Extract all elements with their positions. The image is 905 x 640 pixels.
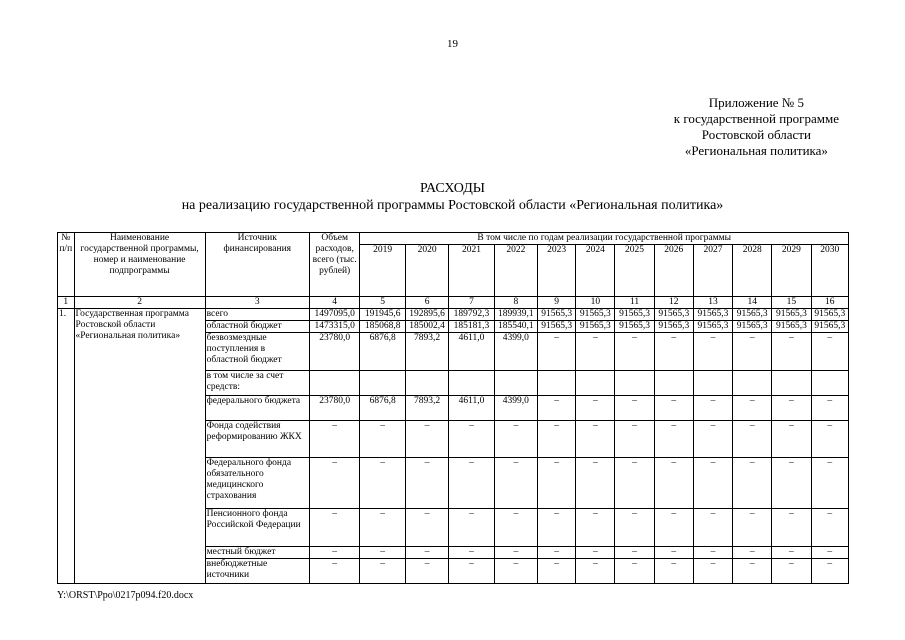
year-value: 91565,3 xyxy=(654,309,693,321)
header-year: 2022 xyxy=(494,245,537,297)
year-value: 91565,3 xyxy=(733,309,772,321)
total-volume: 23780,0 xyxy=(309,333,360,371)
index-cell: 9 xyxy=(538,297,576,309)
index-cell: 8 xyxy=(494,297,537,309)
year-value xyxy=(405,371,448,396)
header-year: 2025 xyxy=(615,245,654,297)
table-row xyxy=(58,309,849,321)
header-year: 2019 xyxy=(360,245,405,297)
year-value: – xyxy=(654,559,693,584)
year-value: – xyxy=(693,458,732,509)
year-value xyxy=(733,371,772,396)
year-value: – xyxy=(772,547,811,559)
year-value: 91565,3 xyxy=(654,321,693,333)
index-cell: 12 xyxy=(654,297,693,309)
year-value: – xyxy=(733,547,772,559)
year-value: – xyxy=(494,458,537,509)
index-cell: 13 xyxy=(693,297,732,309)
header-name: Наименование государственной программы, номер и наименование подпрограммы xyxy=(74,233,205,297)
year-value: 91565,3 xyxy=(733,321,772,333)
header-years-group: В том числе по годам реализации государственной программы xyxy=(360,233,849,245)
header-year: 2021 xyxy=(449,245,494,297)
header-year: 2030 xyxy=(811,245,848,297)
year-value: – xyxy=(811,333,848,371)
year-value: – xyxy=(538,333,576,371)
year-value: – xyxy=(811,547,848,559)
year-value: 189792,3 xyxy=(449,309,494,321)
year-value: 185002,4 xyxy=(405,321,448,333)
year-value: – xyxy=(811,559,848,584)
year-value: 91565,3 xyxy=(693,321,732,333)
total-volume: – xyxy=(309,547,360,559)
year-value: – xyxy=(772,509,811,547)
year-value: – xyxy=(693,333,732,371)
year-value: – xyxy=(576,509,615,547)
total-volume: 23780,0 xyxy=(309,396,360,421)
year-value: – xyxy=(811,421,848,458)
year-value: – xyxy=(360,458,405,509)
year-value: 91565,3 xyxy=(538,321,576,333)
year-value: – xyxy=(615,547,654,559)
total-volume: 1473315,0 xyxy=(309,321,360,333)
year-value: – xyxy=(772,333,811,371)
appendix-line-4: «Региональная политика» xyxy=(684,143,828,158)
year-value: – xyxy=(538,509,576,547)
funding-source: Фонда содействия реформированию ЖКХ xyxy=(205,421,309,458)
year-value: – xyxy=(449,547,494,559)
year-value xyxy=(654,371,693,396)
document-subtitle: на реализацию государственной программы Ростовской области «Региональная политика» xyxy=(181,198,724,213)
year-value: – xyxy=(654,333,693,371)
year-value: – xyxy=(615,559,654,584)
year-value: – xyxy=(811,509,848,547)
year-value: – xyxy=(494,559,537,584)
funding-source: безвозмездные поступления в областной бюджет xyxy=(205,333,309,371)
index-cell: 2 xyxy=(74,297,205,309)
year-value: 91565,3 xyxy=(772,309,811,321)
year-value: – xyxy=(538,396,576,421)
year-value: – xyxy=(360,547,405,559)
header-year: 2028 xyxy=(733,245,772,297)
file-path-footer: Y:\ORST\Ppo\0217p094.f20.docx xyxy=(57,590,194,601)
year-value xyxy=(772,371,811,396)
index-cell: 14 xyxy=(733,297,772,309)
year-value: 91565,3 xyxy=(693,309,732,321)
index-cell: 16 xyxy=(811,297,848,309)
year-value: – xyxy=(693,559,732,584)
year-value: 91565,3 xyxy=(615,321,654,333)
year-value xyxy=(811,371,848,396)
year-value: 189939,1 xyxy=(494,309,537,321)
total-volume: – xyxy=(309,559,360,584)
year-value: – xyxy=(576,333,615,371)
year-value: 191945,6 xyxy=(360,309,405,321)
header-num: № п/п xyxy=(58,233,75,297)
year-value: – xyxy=(654,396,693,421)
year-value: – xyxy=(576,421,615,458)
index-cell: 15 xyxy=(772,297,811,309)
year-value: 185068,8 xyxy=(360,321,405,333)
year-value: 4399,0 xyxy=(494,333,537,371)
funding-source: Пенсионного фонда Российской Федерации xyxy=(205,509,309,547)
year-value: 4399,0 xyxy=(494,396,537,421)
year-value: – xyxy=(772,559,811,584)
year-value: – xyxy=(772,458,811,509)
year-value: – xyxy=(576,547,615,559)
year-value: – xyxy=(733,333,772,371)
year-value: – xyxy=(538,421,576,458)
year-value xyxy=(615,371,654,396)
year-value: 91565,3 xyxy=(576,309,615,321)
year-value: – xyxy=(733,421,772,458)
expenses-table xyxy=(57,232,849,584)
year-value: – xyxy=(811,458,848,509)
year-value: – xyxy=(538,559,576,584)
year-value: – xyxy=(733,509,772,547)
year-value xyxy=(538,371,576,396)
year-value: 91565,3 xyxy=(615,309,654,321)
funding-source: всего xyxy=(205,309,309,321)
total-volume: – xyxy=(309,421,360,458)
year-value: 4611,0 xyxy=(449,333,494,371)
funding-source: внебюджетные источники xyxy=(205,559,309,584)
appendix-line-1: Приложение № 5 xyxy=(708,95,804,110)
year-value: – xyxy=(693,509,732,547)
year-value: – xyxy=(360,421,405,458)
total-volume: 1497095,0 xyxy=(309,309,360,321)
appendix-line-2: к государственной программе xyxy=(673,111,839,126)
year-value: – xyxy=(615,421,654,458)
funding-source: в том числе за счет средств: xyxy=(205,371,309,396)
index-cell: 11 xyxy=(615,297,654,309)
year-value: – xyxy=(538,458,576,509)
year-value: – xyxy=(733,559,772,584)
year-value: – xyxy=(654,458,693,509)
year-value: – xyxy=(733,458,772,509)
year-value: 7893,2 xyxy=(405,333,448,371)
year-value: – xyxy=(405,458,448,509)
total-volume: – xyxy=(309,458,360,509)
year-value: 4611,0 xyxy=(449,396,494,421)
year-value: 91565,3 xyxy=(772,321,811,333)
year-value: – xyxy=(449,559,494,584)
year-value: – xyxy=(772,421,811,458)
year-value: – xyxy=(405,547,448,559)
year-value xyxy=(494,371,537,396)
funding-source: федерального бюджета xyxy=(205,396,309,421)
header-year: 2020 xyxy=(405,245,448,297)
header-year: 2023 xyxy=(538,245,576,297)
year-value: – xyxy=(576,396,615,421)
year-value: 185181,3 xyxy=(449,321,494,333)
year-value: – xyxy=(615,333,654,371)
year-value xyxy=(576,371,615,396)
year-value: 6876,8 xyxy=(360,396,405,421)
year-value: 192895,6 xyxy=(405,309,448,321)
year-value: 91565,3 xyxy=(538,309,576,321)
header-year: 2027 xyxy=(693,245,732,297)
year-value: 7893,2 xyxy=(405,396,448,421)
year-value: – xyxy=(360,559,405,584)
year-value: – xyxy=(654,509,693,547)
year-value: – xyxy=(693,421,732,458)
year-value: – xyxy=(405,421,448,458)
appendix-line-3: Ростовской области xyxy=(701,127,811,142)
total-volume: – xyxy=(309,509,360,547)
document-title: РАСХОДЫ xyxy=(420,181,485,196)
year-value: – xyxy=(494,509,537,547)
year-value: – xyxy=(494,547,537,559)
year-value: – xyxy=(654,547,693,559)
index-cell: 4 xyxy=(309,297,360,309)
year-value: 91565,3 xyxy=(811,309,848,321)
year-value: – xyxy=(449,458,494,509)
index-cell: 1 xyxy=(58,297,75,309)
year-value: – xyxy=(360,509,405,547)
header-source: Источник финансирования xyxy=(205,233,309,297)
year-value: – xyxy=(615,509,654,547)
year-value: – xyxy=(693,547,732,559)
year-value: – xyxy=(693,396,732,421)
program-name: Государственная программа Ростовской области «Региональная политика» xyxy=(74,309,205,584)
year-value: 91565,3 xyxy=(576,321,615,333)
year-value xyxy=(449,371,494,396)
index-cell: 7 xyxy=(449,297,494,309)
header-volume: Объем расходов, всего (тыс. рублей) xyxy=(309,233,360,297)
year-value: – xyxy=(449,421,494,458)
year-value: – xyxy=(449,509,494,547)
year-value: – xyxy=(772,396,811,421)
year-value: – xyxy=(405,509,448,547)
document-heading xyxy=(0,180,905,214)
total-volume xyxy=(309,371,360,396)
header-year: 2029 xyxy=(772,245,811,297)
index-cell: 5 xyxy=(360,297,405,309)
page-number: 19 xyxy=(447,38,458,50)
index-cell: 6 xyxy=(405,297,448,309)
year-value: – xyxy=(494,421,537,458)
funding-source: областной бюджет xyxy=(205,321,309,333)
item-number: 1. xyxy=(58,309,75,584)
year-value: – xyxy=(576,458,615,509)
header-year: 2026 xyxy=(654,245,693,297)
appendix-block xyxy=(674,95,839,159)
year-value xyxy=(693,371,732,396)
header-year: 2024 xyxy=(576,245,615,297)
index-cell: 3 xyxy=(205,297,309,309)
year-value: – xyxy=(733,396,772,421)
year-value: – xyxy=(615,396,654,421)
year-value: – xyxy=(615,458,654,509)
index-cell: 10 xyxy=(576,297,615,309)
year-value: 185540,1 xyxy=(494,321,537,333)
funding-source: Федерального фонда обязательного медицинского страхования xyxy=(205,458,309,509)
index-row xyxy=(58,297,849,309)
year-value xyxy=(360,371,405,396)
funding-source: местный бюджет xyxy=(205,547,309,559)
year-value: 6876,8 xyxy=(360,333,405,371)
year-value: – xyxy=(538,547,576,559)
year-value: – xyxy=(405,559,448,584)
year-value: 91565,3 xyxy=(811,321,848,333)
year-value: – xyxy=(811,396,848,421)
year-value: – xyxy=(654,421,693,458)
year-value: – xyxy=(576,559,615,584)
